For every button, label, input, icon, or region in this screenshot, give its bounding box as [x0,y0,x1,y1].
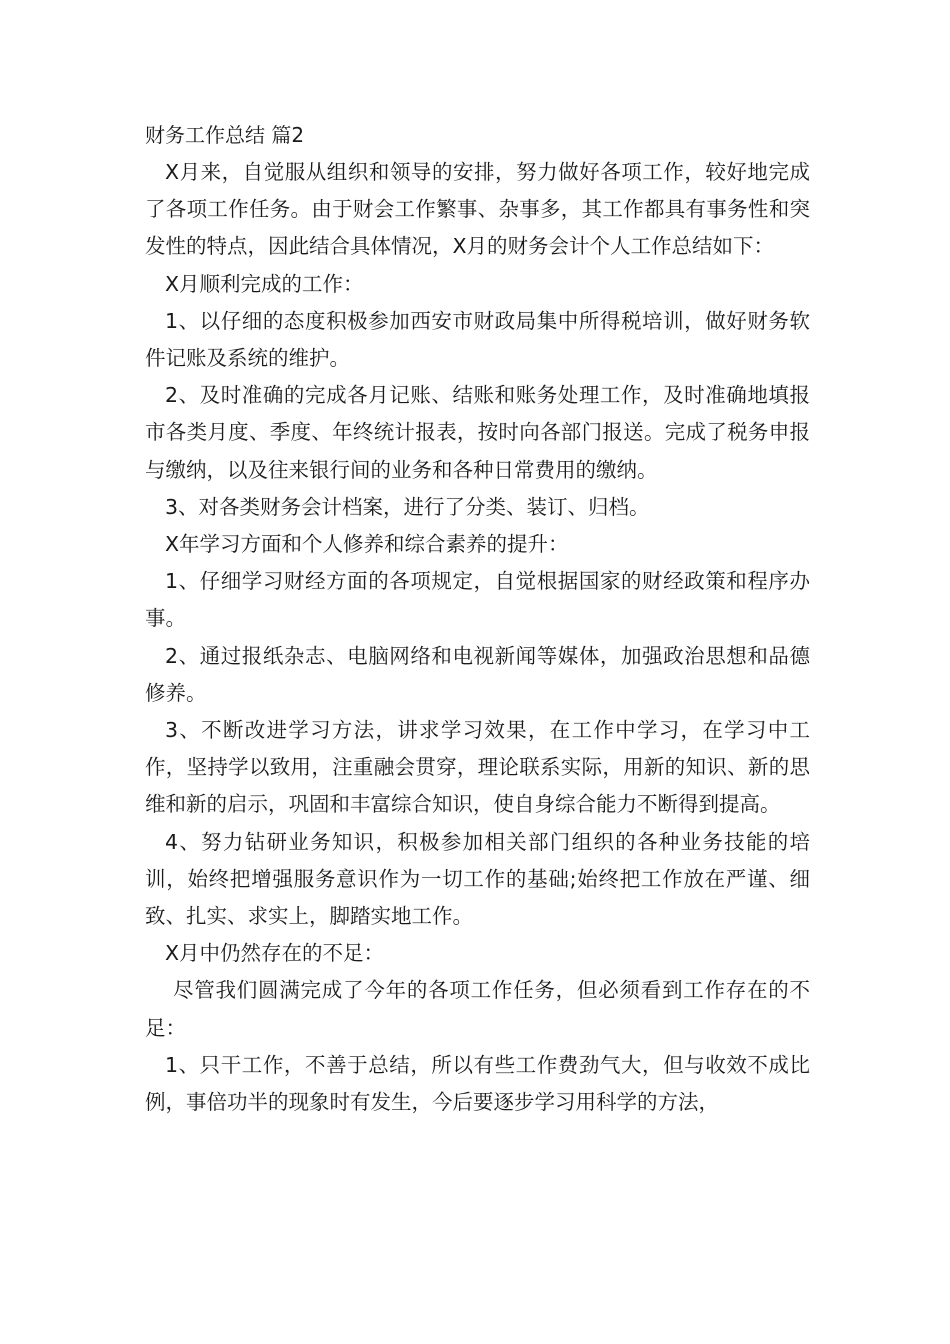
section-heading: X月中仍然存在的不足： [165,941,385,966]
section-heading: X年学习方面和个人修养和综合素养的提升： [165,532,569,557]
paragraph: 3、对各类财务会计档案，进行了分类、装订、归档。 [165,494,650,519]
paragraph: 2、及时准确的完成各月记账、结账和账务处理工作，及时准确地填报市各类月度、季度、年终统计报表，按时向各部门报送。完成了税务申报与缴纳，以及往来银行间的业务和各种日常费用的缴纳。 [145,383,810,482]
paragraph: 1、仔细学习财经方面的各项规定，自觉根据国家的财经政策和程序办事。 [145,569,810,631]
document-title: 财务工作总结 篇2 [145,123,305,147]
paragraph: X月来，自觉服从组织和领导的安排，努力做好各项工作，较好地完成了各项工作任务。由于财会工作繁事、杂事多，其工作都具有事务性和突发性的特点，因此结合具体情况，X月的财务会计个人工作总结如下： [145,160,810,259]
section-heading: X月顺利完成的工作： [165,271,364,296]
paragraph: 3、不断改进学习方法，讲求学习效果，在工作中学习，在学习中工作，坚持学以致用，注重融会贯穿，理论联系实际，用新的知识、新的思维和新的启示，巩固和丰富综合知识，使自身综合能力不断得到提高。 [145,718,810,817]
paragraph: 2、通过报纸杂志、电脑网络和电视新闻等媒体，加强政治思想和品德修养。 [145,643,810,705]
document-body [145,117,810,1121]
paragraph: 1、以仔细的态度积极参加西安市财政局集中所得税培训，做好财务软件记账及系统的维护。 [145,308,810,371]
paragraph: 尽管我们圆满完成了今年的各项工作任务，但必须看到工作存在的不足： [145,978,810,1040]
paragraph: 4、努力钻研业务知识，积极参加相关部门组织的各种业务技能的培训，始终把增强服务意识作为一切工作的基础;始终把工作放在严谨、细致、扎实、求实上，脚踏实地工作。 [145,829,810,929]
paragraph: 1、只干工作，不善于总结，所以有些工作费劲气大，但与收效不成比例，事倍功半的现象时有发生，今后要逐步学习用科学的方法， [145,1052,810,1115]
